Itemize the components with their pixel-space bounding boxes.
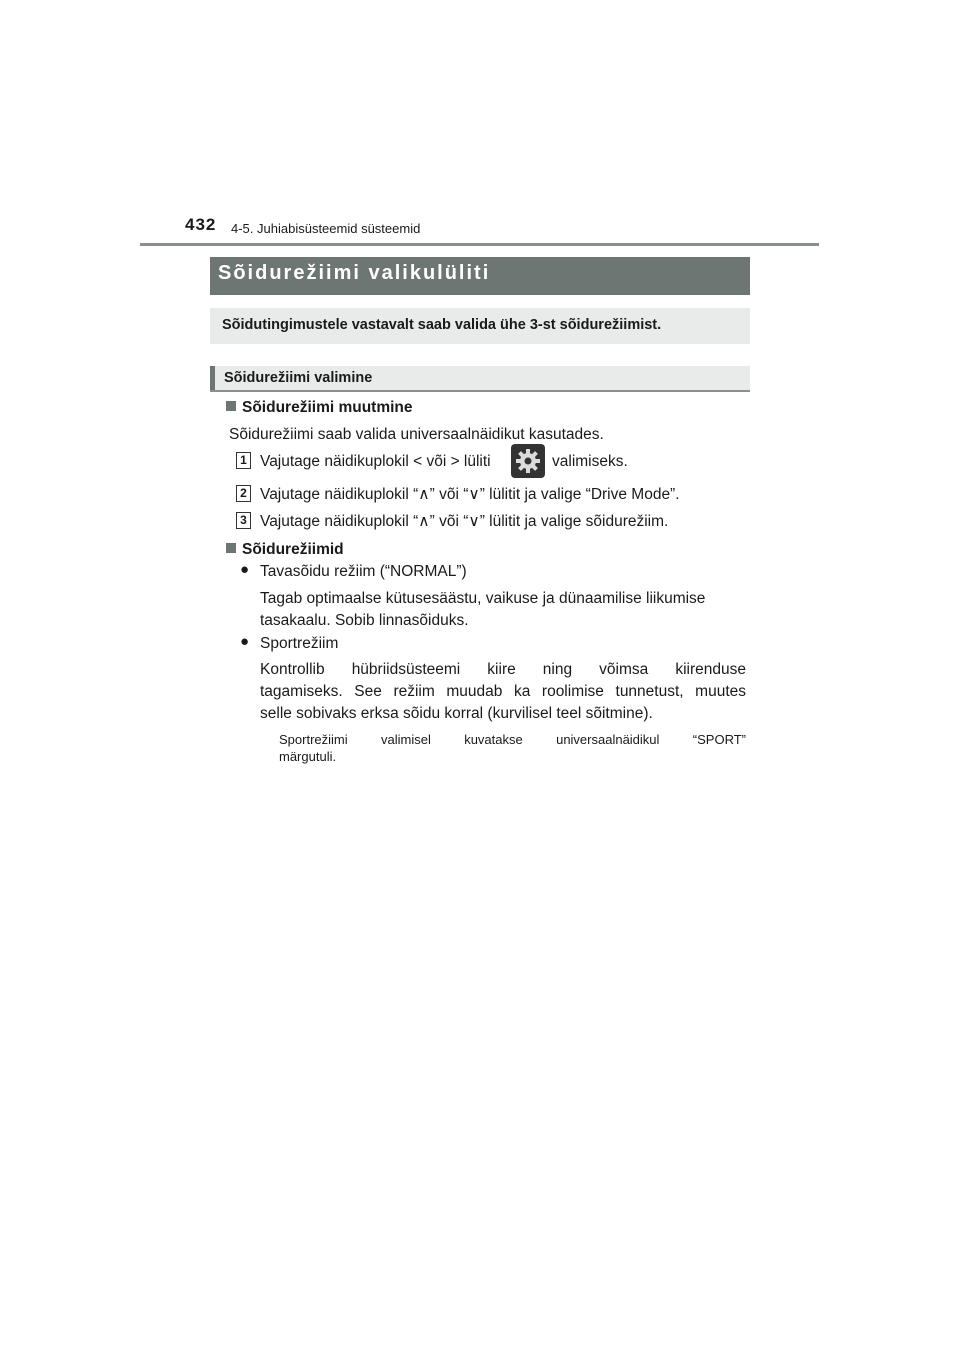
mode-sport-title: Sportrežiim xyxy=(260,635,339,652)
modes-heading: Sõidurežiimid xyxy=(226,539,344,561)
section-title: Sõidurežiimi valikulüliti xyxy=(218,262,491,284)
step-number-3: 3 xyxy=(236,512,251,529)
step-1-text-end: valimiseks. xyxy=(552,453,628,470)
mode-normal-title: Tavasõidu režiim (“NORMAL”) xyxy=(260,563,467,580)
step-number-1: 1 xyxy=(236,452,251,469)
subsection-header xyxy=(210,366,750,392)
intro-box xyxy=(210,308,750,344)
step-number-2: 2 xyxy=(236,485,251,502)
intro-text: Sõidutingimustele vastavalt saab valida ühe 3-st sõidurežiimist. xyxy=(222,317,662,333)
step-3-text: Vajutage näidikuplokil “∧” või “∨” lülitit ja valige sõidurežiim. xyxy=(260,513,669,530)
header-divider xyxy=(140,243,819,246)
step-1-text: Vajutage näidikuplokil < või > lüliti xyxy=(260,453,491,470)
change-mode-lead: Sõidurežiimi saab valida universaalnäidikut kasutades. xyxy=(229,426,604,443)
square-bullet-icon xyxy=(226,401,236,411)
chapter-title: 4-5. Juhiabisüsteemid süsteemid xyxy=(231,221,421,236)
change-mode-heading: Sõidurežiimi muutmine xyxy=(226,397,413,419)
sport-note: Sportrežiimi valimisel kuvatakse universaalnäidikul “SPORT” märgutuli. xyxy=(279,732,746,764)
round-bullet-icon: ● xyxy=(240,561,250,578)
mode-normal-desc: Tagab optimaalse kütusesäästu, vaikuse ja dünaamilise liikumise tasakaalu. Sobib linnasõiduks. xyxy=(260,590,706,629)
round-bullet-icon: ● xyxy=(240,633,250,650)
subsection-title: Sõidurežiimi valimine xyxy=(224,370,373,386)
square-bullet-icon xyxy=(226,543,236,553)
step-2-text: Vajutage näidikuplokil “∧” või “∨” lülitit ja valige “Drive Mode”. xyxy=(260,486,680,503)
section-title-banner xyxy=(210,257,750,295)
mode-sport-desc: Kontrollib hübriidsüsteemi kiire ning võimsa kiirenduse tagamiseks. See režiim muudab ka roolimise tunnetust, muutes selle sobivaks erksa sõidu korral (kurvilisel teel sõitmine). xyxy=(260,661,746,722)
page-number: 432 xyxy=(185,215,217,234)
settings-gear-icon xyxy=(511,444,545,478)
subsection-accent xyxy=(210,366,215,390)
